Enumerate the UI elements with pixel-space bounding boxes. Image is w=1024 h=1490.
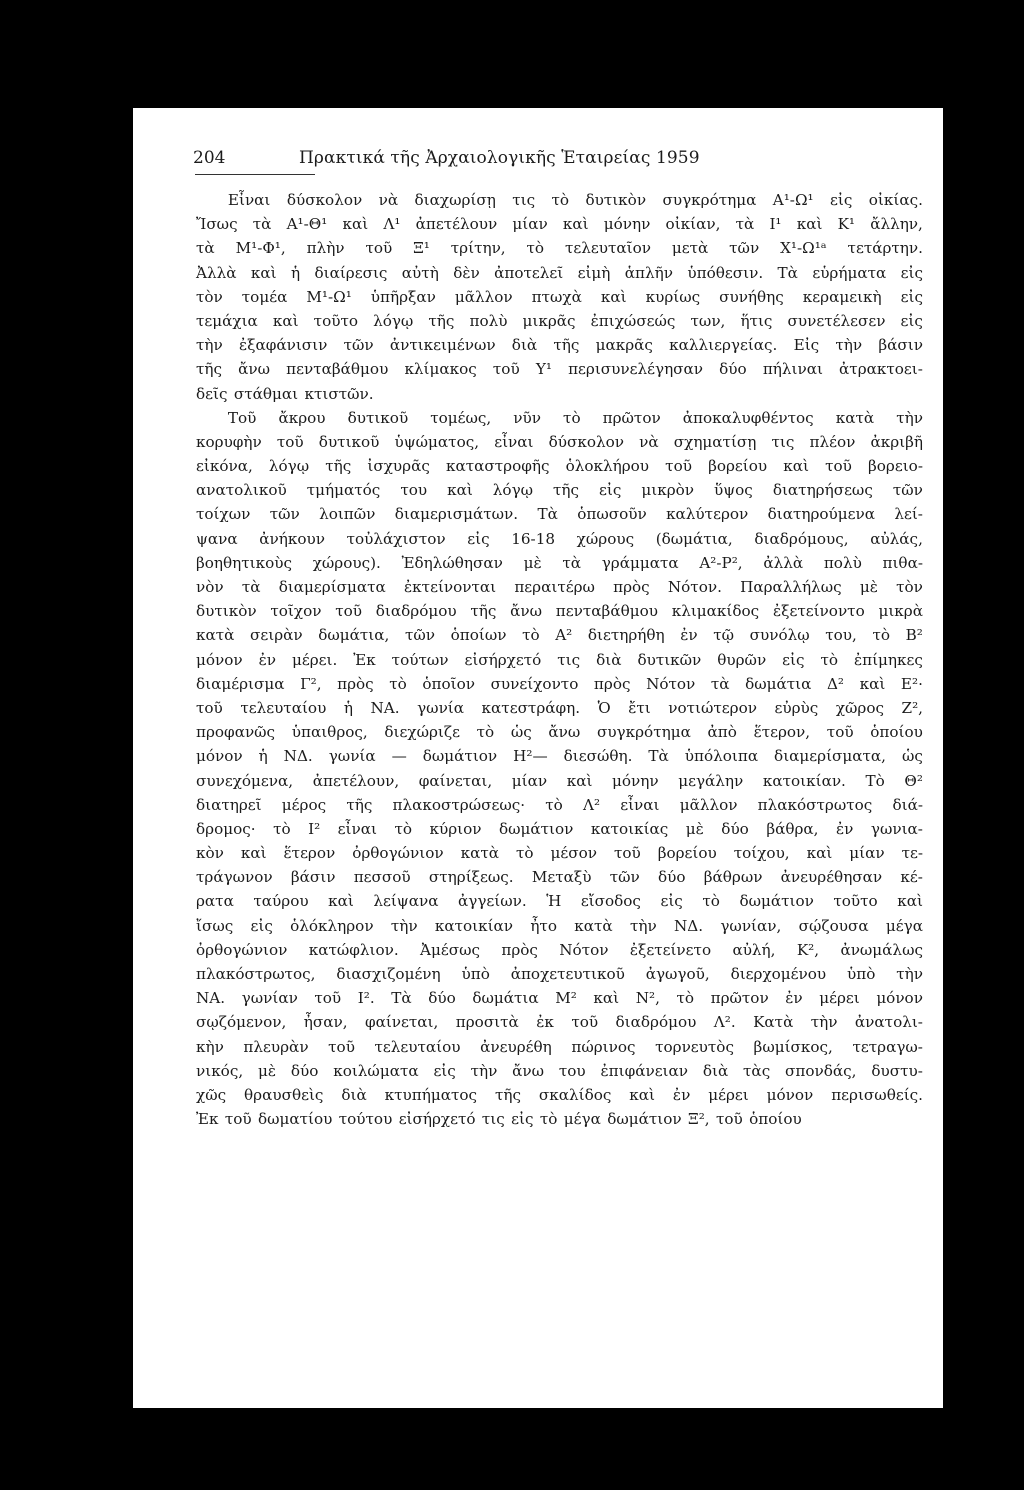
text-line: εἰκόνα, λόγῳ τῆς ἰσχυρᾶς καταστροφῆς ὁλοκλήρου τοῦ βορείου καὶ τοῦ βορειο-: [196, 457, 923, 476]
text-line: νικός, μὲ δύο κοιλώματα εἰς τὴν ἄνω του ἐπιφάνειαν διὰ τὰς σπονδάς, δυστυ-: [196, 1061, 923, 1080]
text-line: διαμέρισμα Γ², πρὸς τὸ ὁποῖον συνείχοντο πρὸς Νότον τὰ δωμάτια Δ² καὶ Ε²·: [196, 674, 923, 693]
text-line: τοίχων τῶν λοιπῶν διαμερισμάτων. Τὰ ὁπωσοῦν καλύτερον διατηρούμενα λεί-: [196, 505, 923, 524]
text-line: δρομος· τὸ Ι² εἶναι τὸ κύριον δωμάτιον κατοικίας μὲ δύο βάθρα, ἐν γωνια-: [196, 819, 923, 838]
text-line: μόνον ἐν μέρει. Ἐκ τούτων εἰσήρχετό τις διὰ δυτικῶν θυρῶν εἰς τὸ ἐπίμηκες: [196, 650, 923, 669]
running-title: Πρακτικά τῆς Ἀρχαιολογικῆς Ἑταιρείας 1959: [299, 148, 700, 168]
text-line: ανατολικοῦ τμήματός του καὶ λόγῳ τῆς εἰς μικρὸν ὕψος διατηρήσεως τῶν: [196, 481, 923, 500]
text-line: τὰ Μ¹-Φ¹, πλὴν τοῦ Ξ¹ τρίτην, τὸ τελευταῖον μετὰ τῶν Χ¹-Ω¹ᵃ τετάρτην.: [196, 239, 923, 258]
text-line: διατηρεῖ μέρος τῆς πλακοστρώσεως· τὸ Λ² εἶναι μᾶλλον πλακόστρωτος διά-: [196, 795, 923, 814]
text-line: βοηθητικοὺς χώρους). Ἐδηλώθησαν μὲ τὰ γράμματα Α²-Ρ², ἀλλὰ πολὺ πιθα-: [196, 553, 923, 572]
text-line: ὀρθογώνιον κατώφλιον. Ἀμέσως πρὸς Νότον ἐξετείνετο αὐλή, Κ², ἀνωμάλως: [196, 940, 923, 959]
text-line: ἴσως εἰς ὁλόκληρον τὴν κατοικίαν ἦτο κατὰ τὴν ΝΔ. γωνίαν, σῴζουσα μέγα: [196, 916, 923, 935]
text-line: δεῖς στάθμαι κτιστῶν.: [196, 384, 374, 403]
page-header: [193, 146, 813, 170]
text-line: συνεχόμενα, ἀπετέλουν, φαίνεται, μίαν καὶ μόνην μεγάλην κατοικίαν. Τὸ Θ²: [196, 771, 923, 790]
text-line: τὸν τομέα Μ¹-Ω¹ ὑπῆρξαν μᾶλλον πτωχὰ καὶ κυρίως συνήθης κεραμεικὴ εἰς: [196, 287, 923, 306]
text-line: ΝΑ. γωνίαν τοῦ Ι². Τὰ δύο δωμάτια Μ² καὶ Ν², τὸ πρῶτον ἐν μέρει μόνον: [196, 989, 923, 1008]
text-line: Ἴσως τὰ Α¹-Θ¹ καὶ Λ¹ ἀπετέλουν μίαν καὶ μόνην οἰκίαν, τὰ Ι¹ καὶ Κ¹ ἄλλην,: [196, 215, 923, 234]
text-line: ψανα ἀνήκουν τοὐλάχιστον εἰς 16-18 χώρους (δωμάτια, διαδρόμους, αὐλάς,: [196, 529, 923, 548]
text-line: κορυφὴν τοῦ δυτικοῦ ὑψώματος, εἶναι δύσκολον νὰ σχηματίσῃ τις πλέον ἀκριβῆ: [196, 432, 923, 451]
text-line: τοῦ τελευταίου ἡ ΝΑ. γωνία κατεστράφη. Ὁ ἔτι νοτιώτερον εὐρὺς χῶρος Ζ²,: [196, 698, 923, 717]
text-line: νὸν τὰ διαμερίσματα ἐκτείνονται περαιτέρω πρὸς Νότον. Παραλλήλως μὲ τὸν: [196, 578, 923, 596]
text-line: τῆς ἄνω πενταβάθμου κλίμακος τοῦ Υ¹ περισυνελέγησαν δύο πήλιναι ἀτρακτοει-: [196, 360, 923, 379]
text-line: Τοῦ ἄκρου δυτικοῦ τομέως, νῦν τὸ πρῶτον ἀποκαλυφθέντος κατὰ τὴν: [227, 408, 923, 427]
text-line: ρατα ταύρου καὶ λείψανα ἀγγείων. Ἡ εἴσοδος εἰς τὸ δωμάτιον τοῦτο καὶ: [196, 892, 923, 911]
header-rule: [195, 174, 315, 175]
text-line: χῶς θραυσθεὶς διὰ κτυπήματος τῆς σκαλίδος καὶ ἐν μέρει μόνον περισωθείς.: [196, 1085, 923, 1104]
text-line: κατὰ σειρὰν δωμάτια, τῶν ὁποίων τὸ Α² διετηρήθη ἐν τῷ συνόλῳ του, τὸ Β²: [196, 626, 923, 645]
text-line: τὴν ἐξαφάνισιν τῶν ἀντικειμένων διὰ τῆς μακρᾶς καλλιεργείας. Εἰς τὴν βάσιν: [196, 336, 923, 355]
text-line: Ἐκ τοῦ δωματίου τούτου εἰσήρχετό τις εἰς τὸ μέγα δωμάτιον Ξ², τοῦ ὁποίου: [196, 1110, 802, 1129]
text-line: κὸν καὶ ἕτερον ὀρθογώνιον κατὰ τὸ μέσον τοῦ βορείου τοίχου, καὶ μίαν τε-: [196, 844, 923, 863]
text-line: δυτικὸν τοῖχον τοῦ διαδρόμου τῆς ἄνω πενταβάθμου κλιμακίδος ἐξετείνοντο μικρὰ: [196, 602, 923, 621]
text-line: προφανῶς ὑπαιθρος, διεχώριζε τὸ ὡς ἄνω συγκρότημα ἀπὸ ἕτερον, τοῦ ὁποίου: [196, 723, 923, 742]
text-line: Εἶναι δύσκολον νὰ διαχωρίσῃ τις τὸ δυτικὸν συγκρότημα Α¹-Ω¹ εἰς οἰκίας.: [227, 191, 923, 209]
text-line: πλακόστρωτος, διασχιζομένη ὑπὸ ἀποχετευτικοῦ ἀγωγοῦ, διερχομένου ὑπὸ τὴν: [196, 965, 923, 983]
page-number: 204: [193, 148, 226, 168]
text-line: τεμάχια καὶ τοῦτο λόγῳ τῆς πολὺ μικρᾶς ἐπιχώσεώς των, ἥτις συνετέλεσεν εἰς: [196, 311, 923, 330]
body-text: [196, 188, 923, 1131]
text-line: μόνον ἡ ΝΔ. γωνία — δωμάτιον Η²— διεσώθη. Τὰ ὑπόλοιπα διαμερίσματα, ὡς: [196, 747, 923, 766]
document-page: [133, 108, 943, 1408]
text-line: τράγωνον βάσιν πεσσοῦ στηρίξεως. Μεταξὺ τῶν δύο βάθρων ἀνευρέθησαν κέ-: [196, 868, 923, 887]
text-line: κὴν πλευρὰν τοῦ τελευταίου ἀνευρέθη πώρινος τορνευτὸς βωμίσκος, τετραγω-: [196, 1037, 923, 1056]
text-line: Ἀλλὰ καὶ ἡ διαίρεσις αὐτὴ δὲν ἀποτελεῖ εἰμὴ ἁπλῆν ὑπόθεσιν. Τὰ εὑρήματα εἰς: [196, 263, 923, 282]
text-line: σῳζόμενον, ἦσαν, φαίνεται, προσιτὰ ἐκ τοῦ διαδρόμου Λ². Κατὰ τὴν ἀνατολι-: [196, 1013, 923, 1032]
